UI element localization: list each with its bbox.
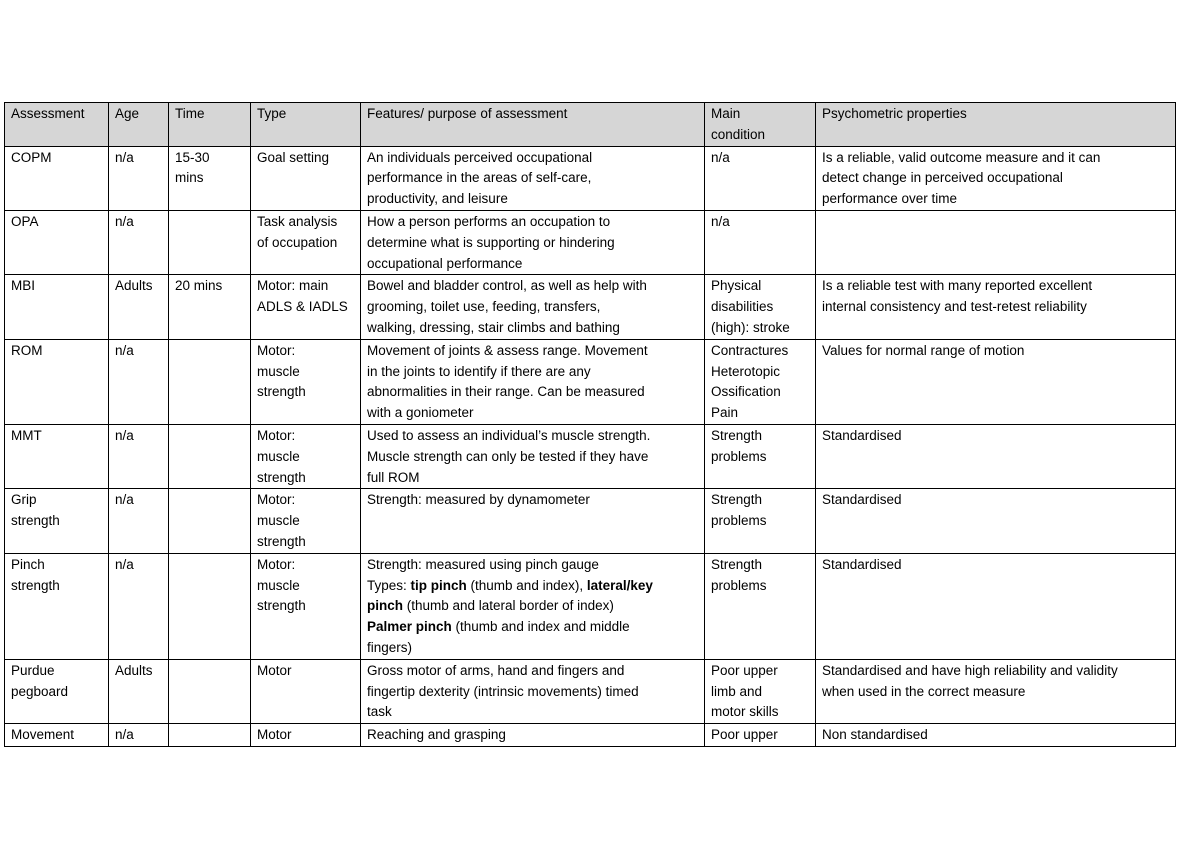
cell-age: Adults (109, 659, 169, 723)
cell-time: 20 mins (169, 275, 251, 339)
cell-features: How a person performs an occupation to determine what is supporting or hindering occupational performance (361, 210, 705, 274)
cell-age: Adults (109, 275, 169, 339)
cell-assessment: Purdue pegboard (5, 659, 109, 723)
cell-time (169, 553, 251, 659)
features-types-prefix: Types: (367, 577, 411, 593)
cell-type: Motor: muscle strength (251, 424, 361, 488)
table-row-movement (5, 724, 1176, 747)
features-line-1: Strength: measured using pinch gauge (367, 556, 599, 572)
cell-type: Motor: muscle strength (251, 339, 361, 424)
cell-condition: Strength problems (705, 424, 816, 488)
features-tip-pinch: tip pinch (410, 577, 467, 593)
cell-assessment: MBI (5, 275, 109, 339)
cell-condition: n/a (705, 210, 816, 274)
cell-psychometric: Standardised (816, 424, 1176, 488)
cell-age: n/a (109, 146, 169, 210)
features-lateral-desc: (thumb and lateral border of index) (403, 598, 614, 614)
table-row-grip-strength (5, 489, 1176, 553)
cell-features: An individuals perceived occupational performance in the areas of self-care, productivity, and leisure (361, 146, 705, 210)
features-palmer-pinch: Palmer pinch (367, 619, 452, 635)
cell-time (169, 424, 251, 488)
cell-condition: Poor upper limb and motor skills (705, 659, 816, 723)
cell-psychometric: Is a reliable test with many reported excellent internal consistency and test-retest reliability (816, 275, 1176, 339)
header-time: Time (169, 103, 251, 147)
cell-type: Motor: muscle strength (251, 489, 361, 553)
cell-type: Task analysis of occupation (251, 210, 361, 274)
header-psychometric: Psychometric properties (816, 103, 1176, 147)
cell-age: n/a (109, 724, 169, 747)
cell-psychometric: Standardised and have high reliability and validity when used in the correct measure (816, 659, 1176, 723)
cell-assessment: Movement (5, 724, 109, 747)
features-tip-desc: (thumb and index), (466, 577, 587, 593)
table-row-rom (5, 339, 1176, 424)
features-lateral-pinch: lateral/key pinch (367, 577, 653, 614)
header-type: Type (251, 103, 361, 147)
table-row-copm (5, 146, 1176, 210)
cell-psychometric: Non standardised (816, 724, 1176, 747)
cell-time (169, 210, 251, 274)
cell-age: n/a (109, 210, 169, 274)
cell-condition: Physical disabilities (high): stroke (705, 275, 816, 339)
cell-features (361, 553, 705, 659)
cell-time: 15-30 mins (169, 146, 251, 210)
cell-features: Gross motor of arms, hand and fingers and fingertip dexterity (intrinsic movements) timed task (361, 659, 705, 723)
cell-age: n/a (109, 424, 169, 488)
table-header-row (5, 103, 1176, 147)
cell-age: n/a (109, 339, 169, 424)
cell-features: Reaching and grasping (361, 724, 705, 747)
header-assessment: Assessment (5, 103, 109, 147)
cell-assessment: Grip strength (5, 489, 109, 553)
cell-age: n/a (109, 489, 169, 553)
cell-features: Bowel and bladder control, as well as help with grooming, toilet use, feeding, transfers, walking, dressing, stair climbs and bathing (361, 275, 705, 339)
table-row-purdue-pegboard (5, 659, 1176, 723)
cell-assessment: MMT (5, 424, 109, 488)
cell-psychometric: Values for normal range of motion (816, 339, 1176, 424)
cell-psychometric (816, 210, 1176, 274)
table-row-mmt (5, 424, 1176, 488)
table-row-pinch-strength (5, 553, 1176, 659)
features-palmer-desc: (thumb and index and middle fingers) (367, 619, 630, 655)
cell-type: Motor (251, 659, 361, 723)
cell-assessment: ROM (5, 339, 109, 424)
cell-type: Goal setting (251, 146, 361, 210)
cell-psychometric: Standardised (816, 489, 1176, 553)
cell-time (169, 659, 251, 723)
cell-type: Motor: main ADLS & IADLS (251, 275, 361, 339)
cell-psychometric: Is a reliable, valid outcome measure and it can detect change in perceived occupational performance over time (816, 146, 1176, 210)
table-row-opa (5, 210, 1176, 274)
cell-assessment: Pinch strength (5, 553, 109, 659)
cell-time (169, 339, 251, 424)
cell-psychometric: Standardised (816, 553, 1176, 659)
cell-condition: Poor upper (705, 724, 816, 747)
cell-type: Motor (251, 724, 361, 747)
cell-assessment: OPA (5, 210, 109, 274)
cell-condition: Strength problems (705, 553, 816, 659)
cell-time (169, 489, 251, 553)
table-row-mbi (5, 275, 1176, 339)
header-age: Age (109, 103, 169, 147)
cell-age: n/a (109, 553, 169, 659)
cell-condition: n/a (705, 146, 816, 210)
header-features: Features/ purpose of assessment (361, 103, 705, 147)
cell-type: Motor: muscle strength (251, 553, 361, 659)
cell-condition: Strength problems (705, 489, 816, 553)
assessment-table (4, 102, 1176, 747)
cell-assessment: COPM (5, 146, 109, 210)
cell-time (169, 724, 251, 747)
header-main-condition: Main condition (705, 103, 816, 147)
cell-features: Used to assess an individual’s muscle strength. Muscle strength can only be tested if they have full ROM (361, 424, 705, 488)
cell-condition: Contractures Heterotopic Ossification Pain (705, 339, 816, 424)
cell-features: Strength: measured by dynamometer (361, 489, 705, 553)
cell-features: Movement of joints & assess range. Movement in the joints to identify if there are any abnormalities in their range. Can be measured with a goniometer (361, 339, 705, 424)
